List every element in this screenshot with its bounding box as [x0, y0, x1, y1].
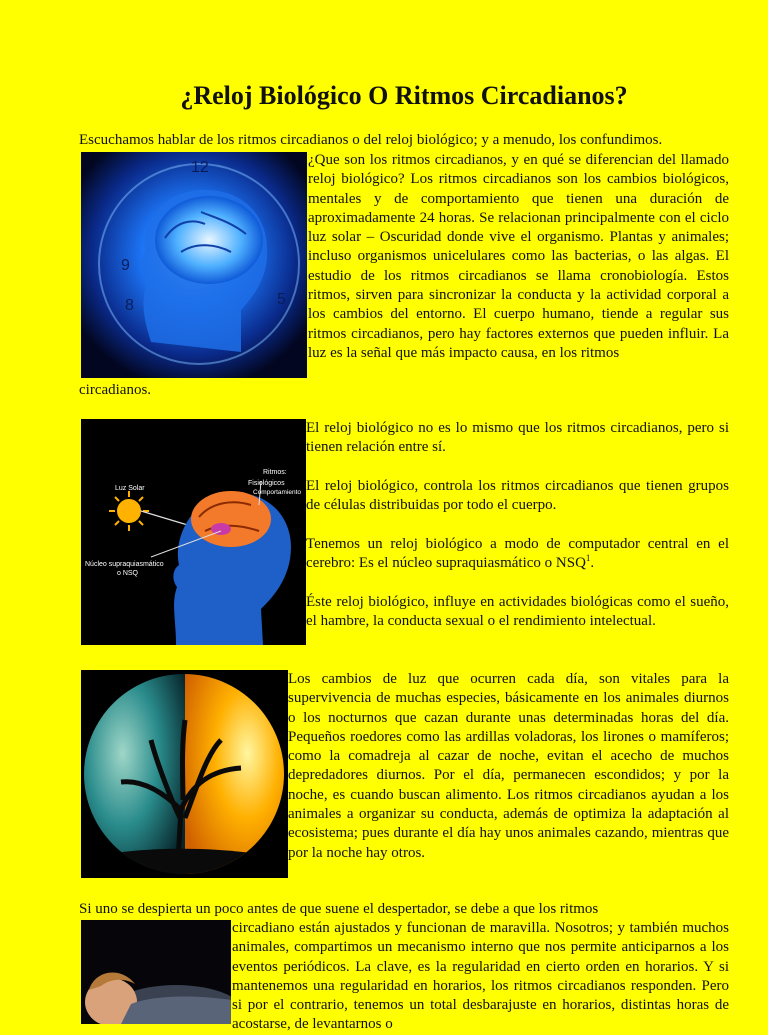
- clock-paragraph-2: El reloj biológico, controla los ritmos circadianos que tienen grupos de células distribuidas por todo el cuerpo.: [306, 478, 729, 514]
- clock-number-12: 12: [191, 159, 209, 176]
- brain-clock-image: [81, 152, 307, 378]
- sun-label: Luz Solar: [115, 485, 145, 492]
- clock-number-9: 9: [121, 257, 130, 274]
- brain-sun-diagram-icon: [81, 419, 306, 645]
- clock-number-5: 5: [277, 291, 286, 308]
- clock-paragraph-3-end: .: [590, 555, 595, 572]
- light-change-paragraph: Los cambios de luz que ocurren cada día, son vitales para la supervivencia de muchas especies, básicamente en los animales diurnos o los nocturnos que cazan durante unas determinadas horas del día. Pequeños roedores como las ardillas voladoras, los lirones o mamíferos; como la comadreja al cazar de noche, evitan el acecho de muchos depredadores diurnos. Por el día, permanecen escondidos; y por la noche, es cuando buscan alimento. Los ritmos circadianos ayudan a los animales a organizar su conducta, además de optimiza la adaptación al ecosistema; pues durante el día hay unos animales cazando, mientras que por la noche hay otros.: [288, 671, 729, 861]
- clock-paragraph-3: [306, 535, 729, 574]
- wake-body-paragraph: circadiano están ajustados y funcionan de maravilla. Nosotros; y también muchos animales, compartimos un mecanismo interno que nos permite anticiparnos a los eventos periódicos. La clave, es la regularidad en cierto orden en horarios. Y si mantenemos una regularidad en horarios, los ritmos circadianos responden. Pero si por el contrario, tenemos un total desbarajuste en horarios, distintas horas de acostarse, de levantarnos o: [232, 920, 729, 1033]
- behavior-label: Comportamiento: [253, 489, 302, 496]
- intro-lead-paragraph: Escuchamos hablar de los ritmos circadianos o del reloj biológico; y a menudo, los confundimos.: [79, 132, 663, 148]
- clock-number-8: 8: [125, 297, 134, 314]
- clock-paragraph-4: Éste reloj biológico, influye en actividades biológicas como el sueño, el hambre, la conducta sexual o el rendimiento intelectual.: [306, 594, 729, 630]
- day-night-image: [81, 670, 288, 878]
- sleeper-image: [81, 920, 231, 1024]
- intro-body-paragraph: ¿Que son los ritmos circadianos, y en qué se diferencian del llamado reloj biológico? Los ritmos circadianos son los cambios biológicos, mentales y de comportamiento que tienen una duración de aproximadamente 24 horas. Se relacionan principalmente con el ciclo luz solar – Oscuridad donde vive el organismo. Plantas y animales; incluso organismos unicelulares como las bacterias, o las algas. El estudio de los ritmos circadianos se llama cronobiología. Estos ritmos, sirven para sincronizar la conducta y la actividad corporal a los cambios del entorno. El cuerpo humano, tiende a regular sus ritmos circadianos, pero hay factores externos que pueden influir. La luz es la señal que más impacto causa, en los ritmos: [308, 152, 729, 361]
- clock-paragraph-3-text: Tenemos un reloj biológico a modo de computador central en el cerebro: Es el núcleo supraquiasmático o NSQ: [306, 536, 729, 572]
- rhythms-label: Ritmos:: [263, 469, 287, 476]
- tree-day-night-circle-icon: [81, 670, 288, 878]
- intro-tail-paragraph: circadianos.: [79, 382, 152, 398]
- clock-paragraph-1: El reloj biológico no es lo mismo que los ritmos circadianos, pero si tienen relación entre sí.: [306, 420, 729, 456]
- physiological-label: Fisiológicos: [248, 480, 285, 487]
- page-title: ¿Reloj Biológico O Ritmos Circadianos?: [180, 81, 628, 110]
- wake-lead-paragraph: Si uno se despierta un poco antes de que suene el despertador, se debe a que los ritmos: [79, 901, 599, 917]
- scn-abbrev-label: o NSQ: [117, 570, 139, 577]
- sleeping-person-icon: [81, 920, 231, 1024]
- scn-label: Núcleo supraquiasmático: [85, 561, 164, 568]
- glowing-head-clock-icon: [81, 152, 307, 378]
- footnote-marker: 1: [585, 553, 591, 564]
- scn-diagram-image: [81, 419, 306, 645]
